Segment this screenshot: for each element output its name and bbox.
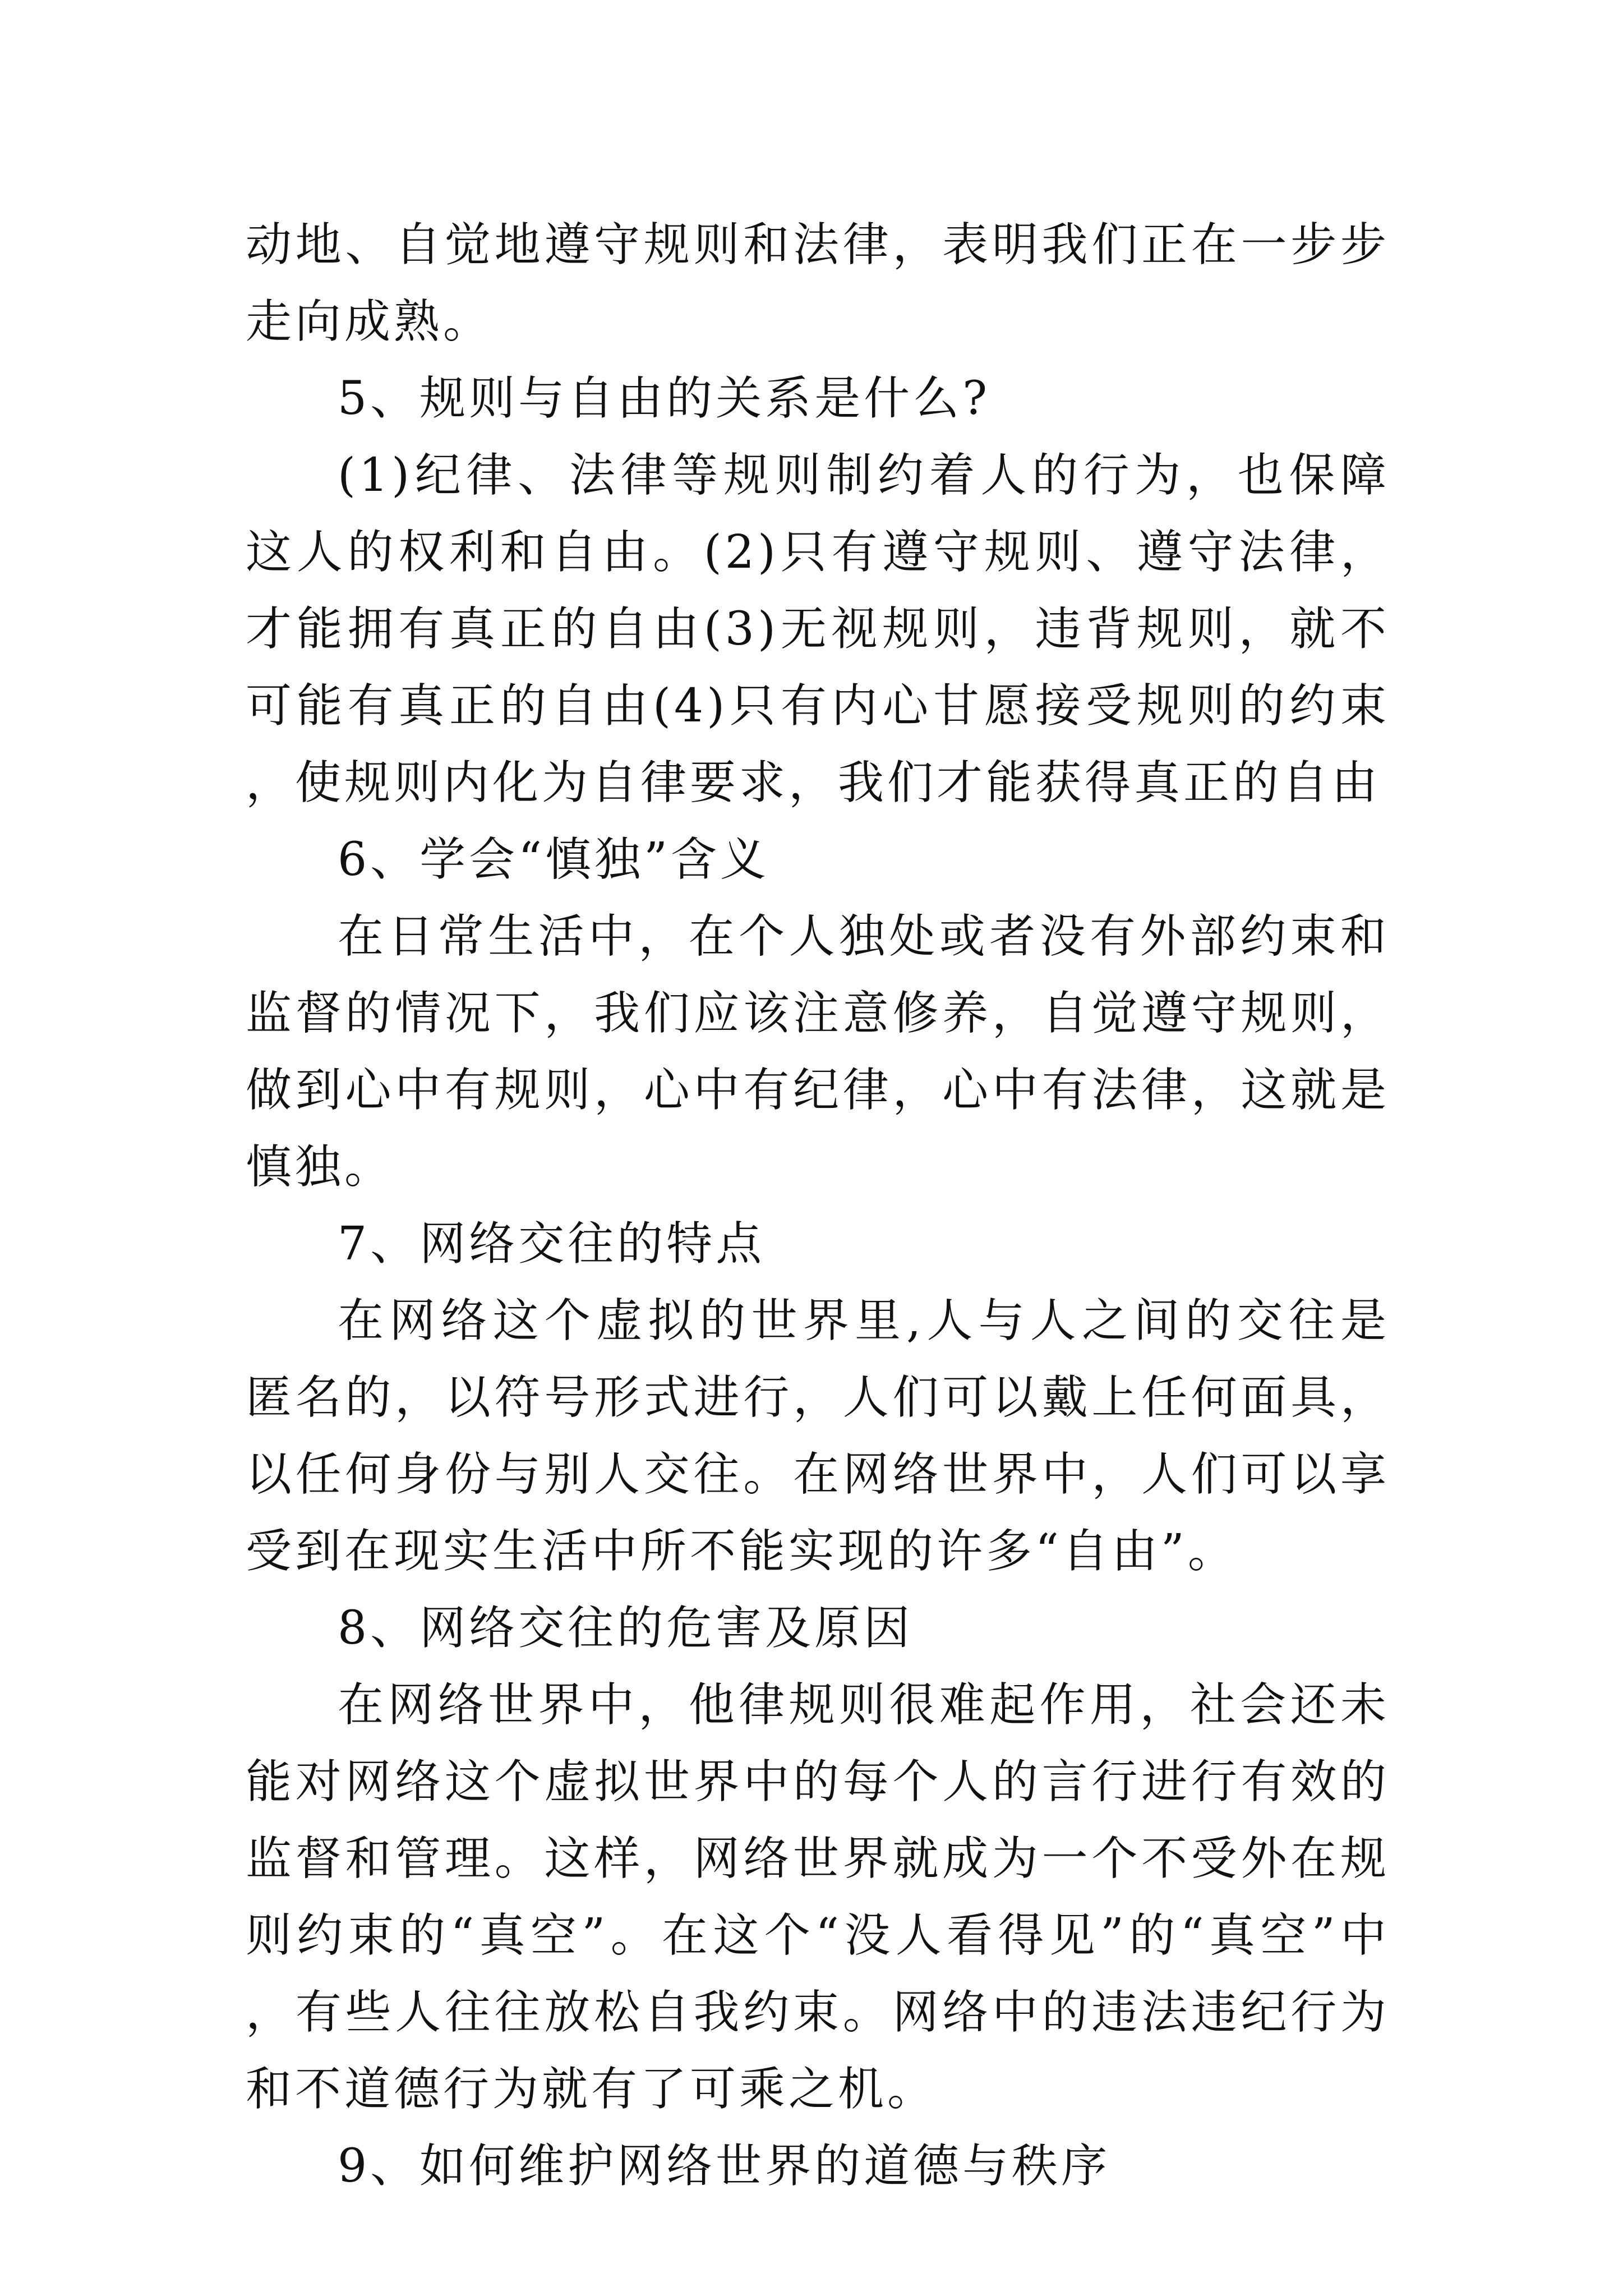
document-body — [246, 206, 1390, 2205]
paragraph-shendu: 在日常生活中，在个人独处或者没有外部约束和监督的情况下，我们应该注意修养，自觉遵守规则，做到心中有规则，心中有纪律，心中有法律，这就是慎独。 — [246, 910, 1390, 1194]
heading-online-order: 9、如何维护网络世界的道德与秩序 — [338, 2139, 1111, 2193]
heading-rules-freedom: 5、规则与自由的关系是什么? — [338, 372, 991, 425]
heading-shendu: 6、学会“慎独”含义 — [338, 833, 770, 886]
paragraph-continuation: 动地、自觉地遵守规则和法律，表明我们正在一步步走向成熟。 — [246, 218, 1390, 348]
paragraph-online-harms: 在网络世界中，他律规则很难起作用，社会还未能对网络这个虚拟世界中的每个人的言行进行有效的监督和管理。这样，网络世界就成为一个不受外在规则约束的“真空”。在这个“没人看得见”的“真空”中，有些人往往放松自我约束。网络中的违法违纪行为和不道德行为就有了可乘之机。 — [246, 1678, 1390, 2116]
heading-online-harms: 8、网络交往的危害及原因 — [338, 1602, 914, 1655]
heading-online-features: 7、网络交往的特点 — [338, 1217, 766, 1271]
paragraph-rules-freedom: (1)纪律、法律等规则制约着人的行为，也保障这人的权利和自由。(2)只有遵守规则、遵守法律，才能拥有真正的自由(3)无视规则，违背规则，就不可能有真正的自由(4)只有内心甘愿接受规则的约束，使规则内化为自律要求，我们才能获得真正的自由 — [246, 449, 1390, 809]
paragraph-online-features: 在网络这个虚拟的世界里,人与人之间的交往是匿名的，以符号形式进行，人们可以戴上任何面具，以任何身份与别人交往。在网络世界中，人们可以享受到在现实生活中所不能实现的许多“自由”。 — [246, 1294, 1390, 1578]
